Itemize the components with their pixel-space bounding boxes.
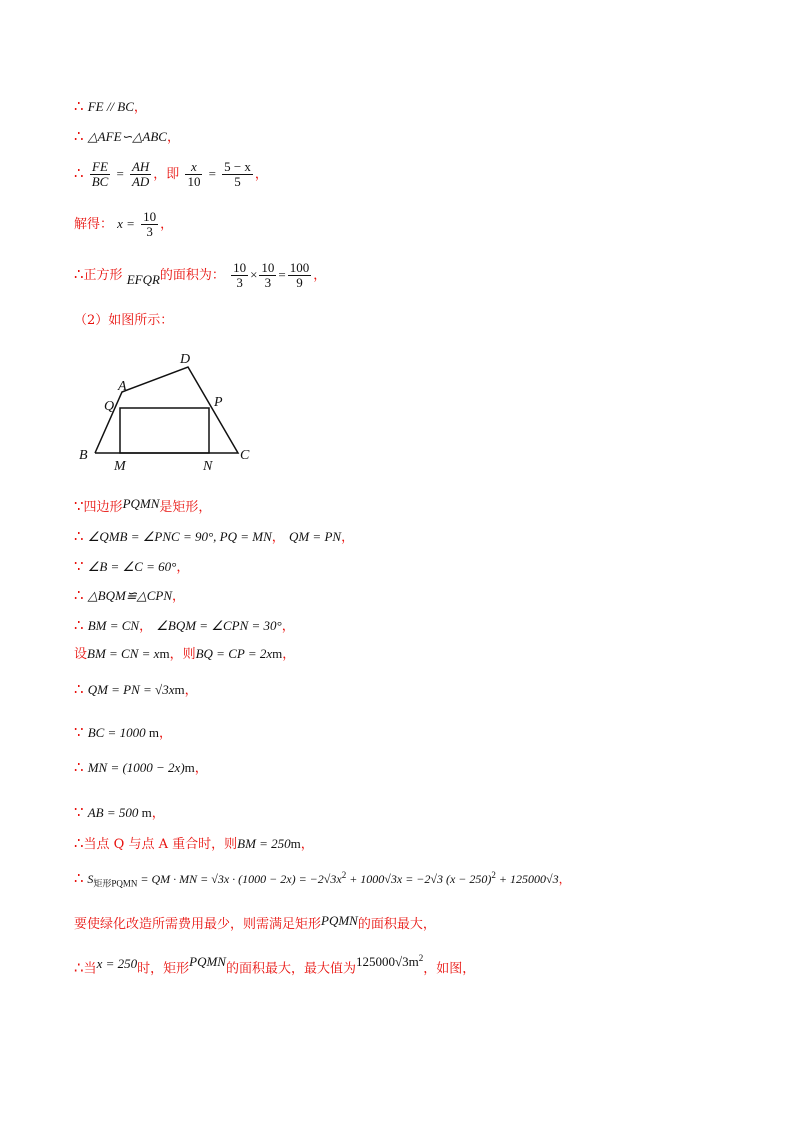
rectangle-pqmn [120,408,209,453]
because-symbol: ∵ [74,803,84,821]
label-d: D [180,352,191,367]
numerator: AH [131,159,150,174]
math-expression: BM = CN [87,618,140,633]
punctuation: ， [176,560,190,575]
math-expression: BQ = CP = 2x [195,646,273,661]
trapezoid-outline [95,367,238,453]
text: 当点 Q 与点 A 重合时，则 [83,837,238,852]
label-p: P [214,395,223,410]
denominator: 3 [146,224,153,239]
connector-text: ，则 [169,647,196,662]
punctuation: ， [158,726,172,741]
fraction [90,160,111,189]
punctuation: ， [172,589,186,604]
therefore-symbol: ∴ [74,869,84,887]
fraction [130,160,151,189]
text: 是矩形， [159,500,212,515]
fraction [231,261,248,290]
line-9 [74,557,189,577]
math-expression: x = 250 [96,956,138,972]
line-1 [74,97,147,117]
punctuation: ， [254,167,268,182]
times: × [250,267,258,282]
unit: m [184,760,195,775]
numerator: 10 [233,260,247,275]
math-expression: BC = 1000 [87,725,146,740]
line-13 [74,680,198,700]
solve-label: 解得： [74,217,114,232]
math-expression: = QM · MN = √3x · (1000 − 2x) = −2√3x [137,872,342,886]
because-symbol: ∵ [74,497,84,515]
punctuation: ， [341,530,355,545]
numerator: 100 [289,260,310,275]
punctuation: ， [184,683,198,698]
text: 设 [74,647,88,662]
label-m: M [114,459,126,474]
math-expression: △BQM≌△CPN [87,588,173,603]
connector-text: ，即 [153,167,180,182]
line-5 [74,256,326,294]
punctuation: ， [151,806,165,821]
equals: = [116,166,124,181]
denominator: 3 [236,275,243,290]
fraction [185,160,202,189]
label-b: B [79,448,88,463]
line-6 [74,312,173,330]
exponent: 2 [491,870,496,880]
therefore-symbol: ∴ [74,164,84,182]
text: 正方形 [83,268,123,283]
math-expression: x = [117,216,135,231]
therefore-symbol: ∴ [74,127,84,145]
denominator: BC [91,174,109,189]
therefore-symbol: ∴ [74,265,84,283]
therefore-symbol: ∴ [74,680,84,698]
line-10 [74,586,185,606]
denominator: 10 [187,174,201,189]
section-label: （2）如图所示： [74,313,174,328]
line-11 [74,616,295,636]
math-expression: QM = PN = √3x [87,682,175,697]
exponent: 2 [341,870,347,880]
text: 四边形 [83,500,123,515]
shape-name: PQMN [122,496,160,511]
denominator: 3 [264,275,272,290]
text: ，如图， [423,961,476,977]
math-expression: QM = PN [288,529,342,544]
math-expression: + 125000√3 [495,872,559,886]
punctuation: ， [139,619,153,634]
area-symbol: S [87,872,94,886]
unit: m [138,805,152,820]
numerator: 5 − x [224,159,251,174]
punctuation: ， [133,100,147,115]
numerator: x [185,160,202,175]
math-expression: BM = CN = x [87,646,160,661]
math-expression: MN = (1000 − 2x) [87,760,185,775]
punctuation: ， [160,217,174,232]
line-16 [74,803,165,823]
label-n: N [203,459,213,474]
fraction [288,261,312,290]
line-17 [74,834,314,854]
punctuation: ， [166,130,180,145]
exponent: 2 [418,953,424,963]
therefore-symbol: ∴ [74,527,84,545]
punctuation: ， [271,530,285,545]
math-expression: AB = 500 [87,805,139,820]
unit: m [159,646,170,661]
punctuation: ， [282,647,296,662]
fraction [259,261,276,290]
text: 时，矩形 [137,961,190,977]
punctuation: ， [194,761,208,776]
denominator: 5 [234,174,241,189]
line-7 [74,497,211,517]
numerator: FE [90,160,111,175]
punctuation: ， [558,872,571,886]
text: 的面积最大，最大值为 [225,961,356,977]
unit: m [174,682,185,697]
math-expression: ∠B = ∠C = 60° [87,559,177,574]
therefore-symbol: ∴ [74,97,84,115]
text: 的面积最大， [357,917,436,932]
line-15 [74,758,208,778]
therefore-symbol: ∴ [74,758,84,776]
line-14 [74,723,172,743]
punctuation: ， [313,268,327,283]
therefore-symbol: ∴ [74,834,84,852]
denominator: AD [131,174,150,189]
text: 的面积为： [159,268,225,283]
trapezoid-figure [70,346,270,476]
math-expression: ∠QMB = ∠PNC = 90°, PQ = MN [87,529,272,544]
math-expression: + 1000√3x = −2√3 (x − 250) [346,872,492,886]
line-4 [74,206,173,243]
therefore-symbol: ∴ [74,958,84,977]
math-expression: ∠BQM = ∠CPN = 30° [156,618,282,633]
line-2 [74,127,180,147]
denominator: 9 [296,275,303,290]
unit: m [145,725,159,740]
area-subscript: 矩形PQMN [93,878,138,889]
because-symbol: ∵ [74,557,84,575]
label-a: A [118,379,127,394]
therefore-symbol: ∴ [74,616,84,634]
line-12 [74,645,295,664]
punctuation: ， [300,837,314,852]
line-8 [74,527,354,547]
shape-name: EFQR [126,272,160,287]
line-3: ∴ $\frac{FE}{BC}$ = $\frac{AH}{AD}$ ，即 $\frac{x}{10}$ = $\frac{5 - x}{5}$ ， [74,159,268,189]
label-c: C [240,448,250,463]
shape-name: PQMN [189,954,226,970]
numerator: 10 [261,260,275,275]
punctuation: ， [281,619,295,634]
fraction [141,210,158,239]
shape-name: PQMN [321,913,358,928]
math-expression: 125000√3m [355,954,419,970]
text: 要使绿化改造所需费用最少，则需满足矩形 [74,917,322,932]
unit: m [290,836,301,851]
line-20 [74,955,475,978]
line-19 [74,915,436,934]
equals: = [278,267,286,282]
label-q: Q [104,399,115,414]
unit: m [272,646,283,661]
therefore-symbol: ∴ [74,586,84,604]
line-18 [74,866,571,892]
math-expression: BM = 250 [237,836,291,851]
text: 当 [83,961,97,977]
because-symbol: ∵ [74,723,84,741]
math-expression: △AFE∽△ABC [87,129,167,144]
fraction [222,160,253,189]
numerator: 10 [143,209,157,224]
math-expression: FE // BC [87,99,134,114]
